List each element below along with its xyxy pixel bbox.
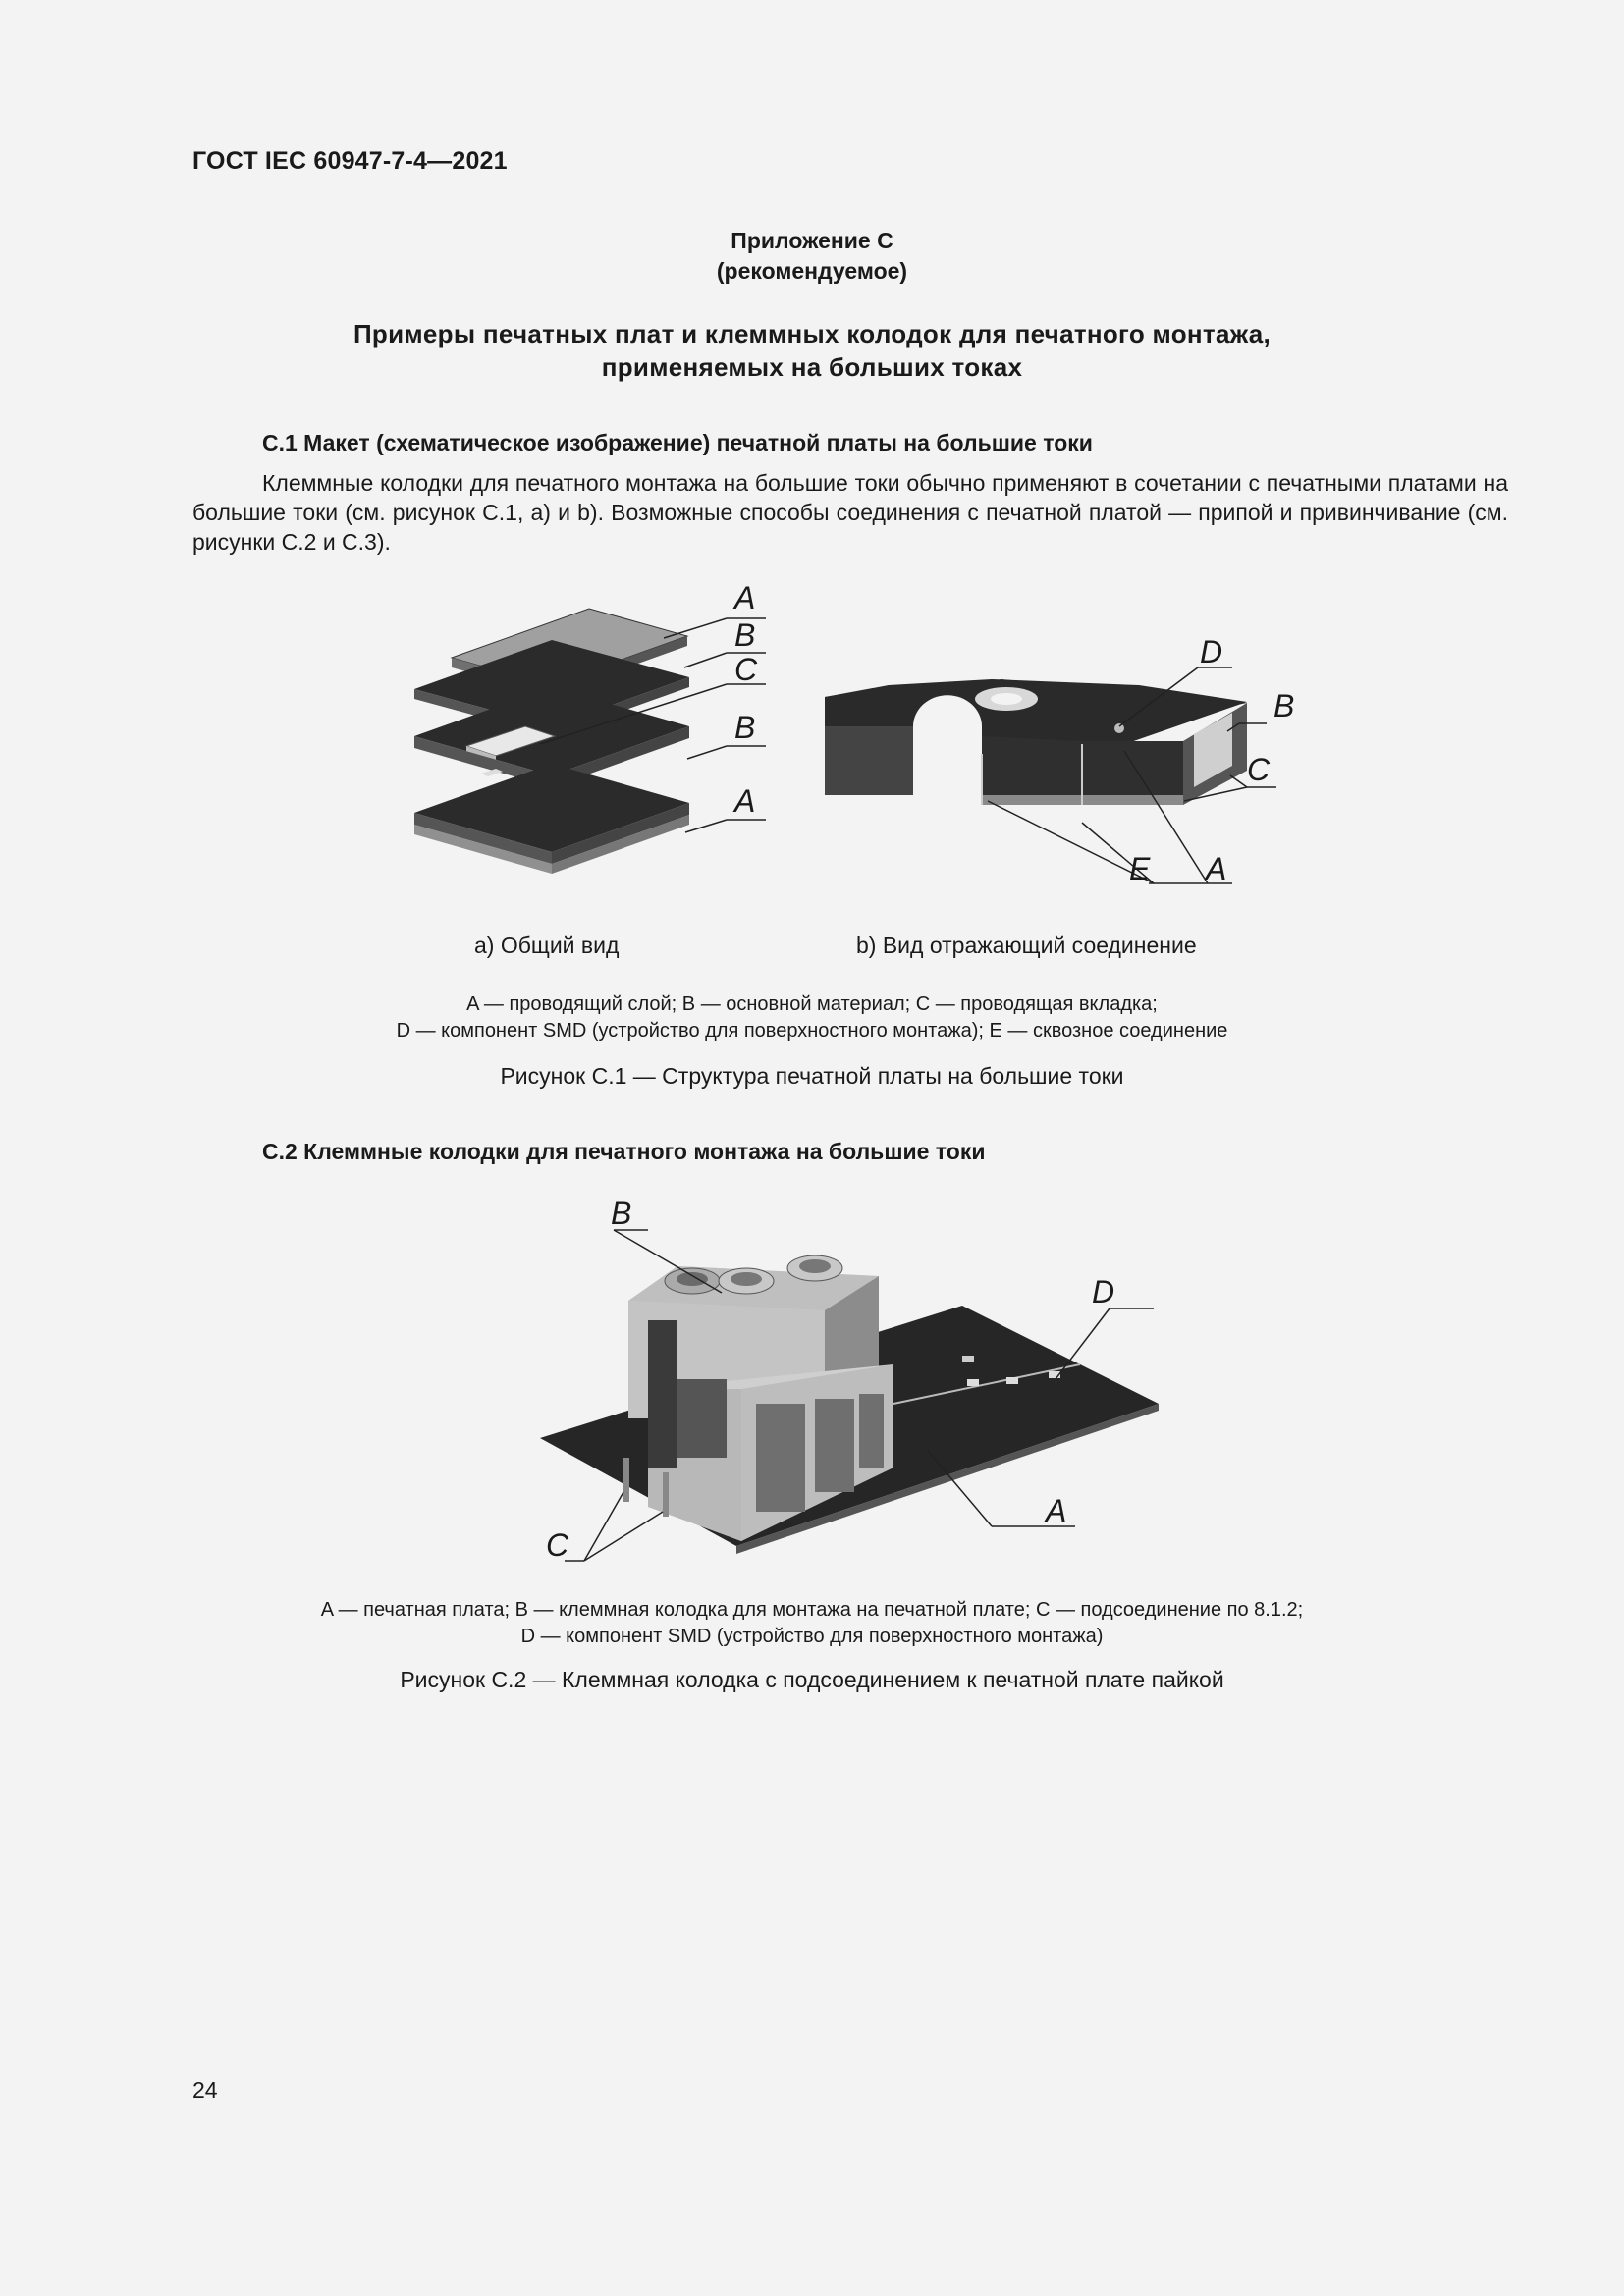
fig2-label-c: C: [546, 1527, 569, 1563]
annex-title: Приложение C: [731, 228, 893, 253]
fig1a-label-a-bottom: A: [734, 783, 756, 819]
solder-pin-2: [663, 1472, 669, 1517]
fig1b-label-a: A: [1206, 851, 1227, 886]
fig1b-label-e: E: [1129, 851, 1151, 886]
annex-heading-line2: применяемых на больших токах: [601, 352, 1023, 382]
figure-c1-legend-line1: A — проводящий слой; B — основной материал; C — проводящая вкладка;: [466, 993, 1158, 1015]
fig1b-label-b: B: [1273, 688, 1295, 723]
leader-b1: [684, 653, 727, 667]
leader-a2: [685, 820, 727, 832]
smd-part-2: [1006, 1377, 1018, 1384]
section1-title: C.1 Макет (схематическое изображение) печатной платы на большие токи: [262, 430, 1093, 455]
page-number: 24: [192, 2077, 218, 2103]
figure-c1a-subcaption: a) Общий вид: [474, 933, 620, 958]
fig1a-label-b-bottom: B: [734, 710, 756, 745]
figure-c1b-subcaption: b) Вид отражающий соединение: [856, 933, 1197, 958]
leader-b2: [687, 746, 727, 759]
smd-component: [1114, 723, 1124, 733]
fig1b-label-c: C: [1247, 752, 1271, 787]
figure-c1-legend-line2: D — компонент SMD (устройство для поверхностного монтажа); E — сквозное соединение: [396, 1020, 1228, 1041]
figure-c1-caption: Рисунок C.1 — Структура печатной платы на большие токи: [500, 1063, 1124, 1089]
smd-part-1: [967, 1379, 979, 1386]
annex-subtitle: (рекомендуемое): [716, 258, 908, 284]
document-header: ГОСТ IEC 60947-7-4—2021: [192, 147, 508, 175]
fig1a-label-b-top: B: [734, 617, 756, 653]
annex-heading-line1: Примеры печатных плат и клеммных колодок для печатного монтажа,: [352, 319, 1272, 348]
leader-a1: [664, 618, 727, 638]
figure-c2-drawing: [530, 1193, 1178, 1566]
section2-title: C.2 Клеммные колодки для печатного монтажа на большие токи: [262, 1139, 986, 1164]
solder-pin-1: [623, 1458, 629, 1502]
fig2-label-a: A: [1046, 1493, 1067, 1528]
figure-c1a-layers: [414, 609, 766, 874]
figure-c1-drawing: [393, 569, 1296, 903]
figure-c2-legend-line1: A — печатная плата; B — клеммная колодка для монтажа на печатной плате; C — подсоединение по 8.1.2;: [320, 1599, 1304, 1621]
fig2-label-d: D: [1092, 1274, 1115, 1309]
fig1a-label-a-top: A: [734, 580, 756, 615]
fig1b-label-d: D: [1200, 634, 1223, 669]
figure-c2-legend-line2: D — компонент SMD (устройство для поверхностного монтажа): [520, 1626, 1104, 1647]
fig1a-label-c: C: [734, 652, 758, 687]
fig2-label-b: B: [611, 1196, 632, 1231]
section1-paragraph: Клеммные колодки для печатного монтажа на большие токи обычно применяют в сочетании с печатными платами на большие токи (см. рисунок C.1, a) и b). Возможные способы соединения с печатной платой — припой и привинчивание (см. рисунки C.2 и C.3).: [192, 470, 1508, 555]
figure-c2-caption: Рисунок C.2 — Клеммная колодка с подсоединением к печатной плате пайкой: [400, 1667, 1224, 1692]
